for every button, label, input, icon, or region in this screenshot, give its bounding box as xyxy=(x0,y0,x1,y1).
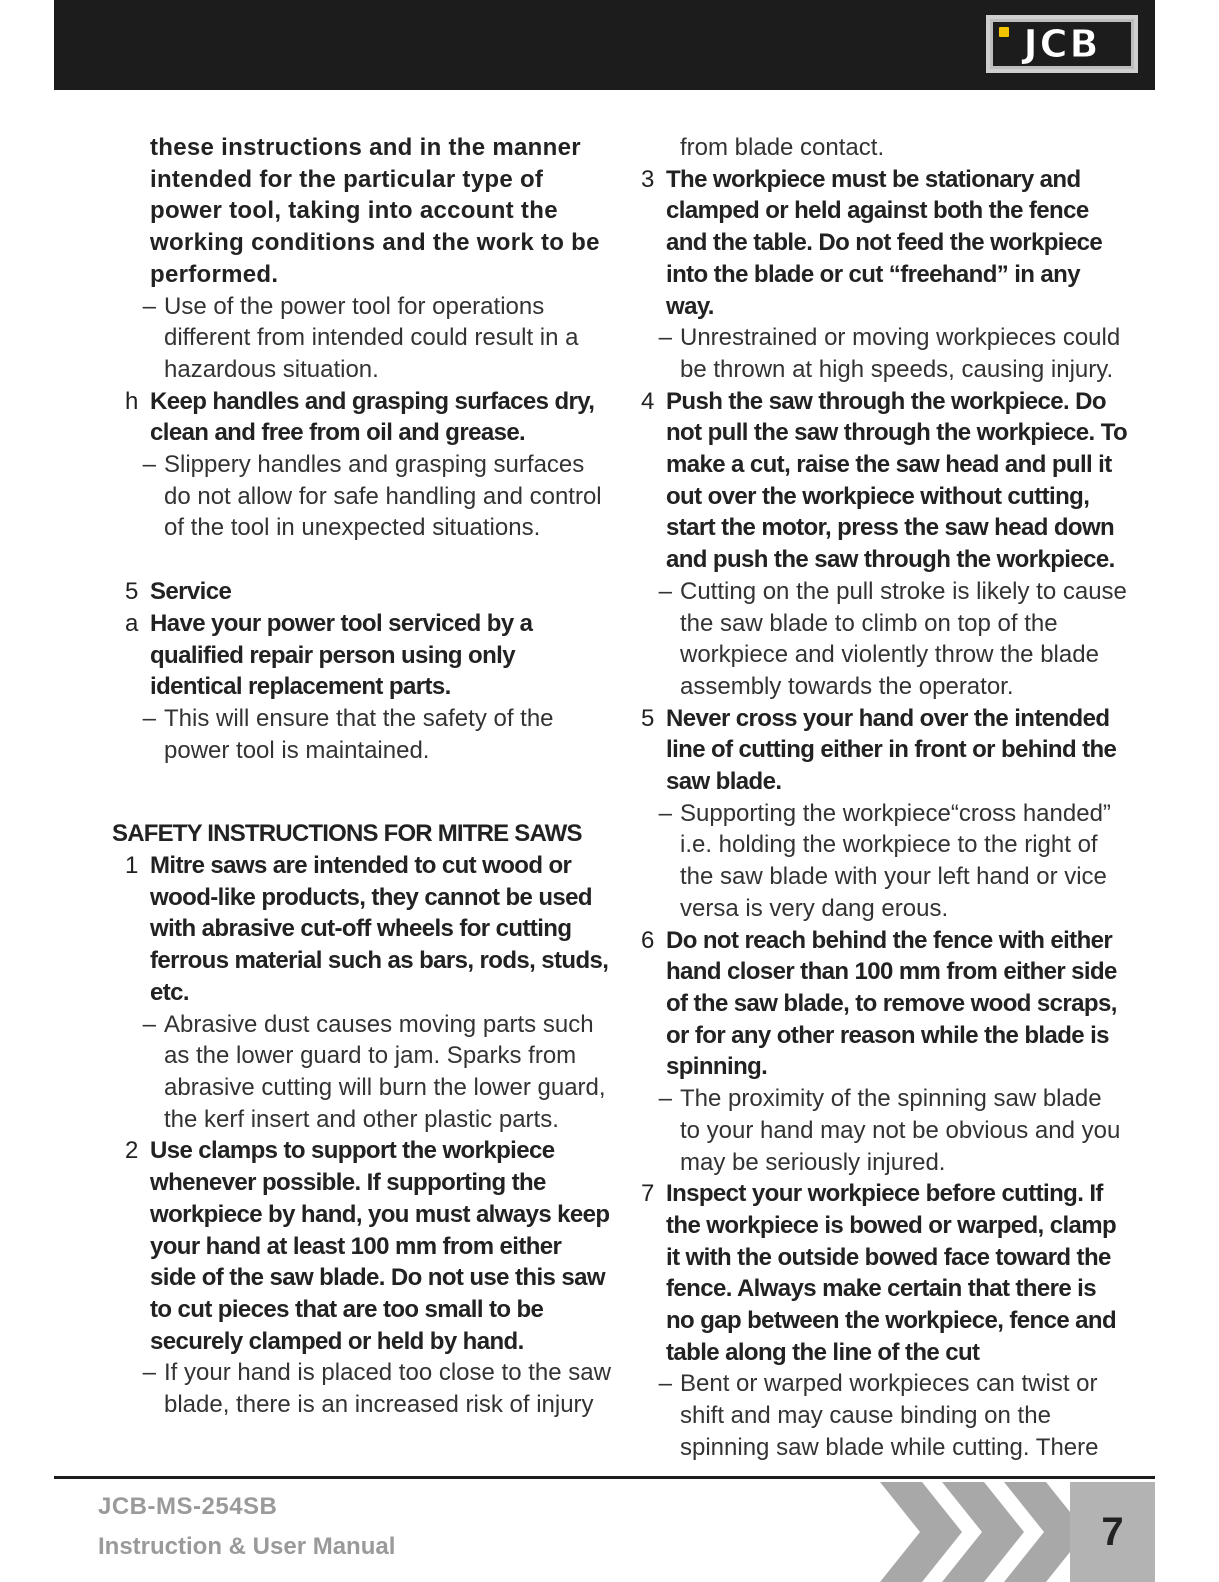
logo-emblem-icon xyxy=(999,27,1009,37)
item-note xyxy=(628,1368,1128,1463)
list-item xyxy=(112,850,612,1009)
jcb-logo xyxy=(986,15,1138,73)
item-marker: 3 xyxy=(641,165,655,193)
item-note xyxy=(112,1357,612,1420)
item-note xyxy=(112,1009,612,1136)
logo-text: JCB xyxy=(1023,22,1101,66)
mitre-saw-heading: SAFETY INSTRUCTIONS FOR MITRE SAWS xyxy=(112,820,582,848)
dash: – xyxy=(142,451,156,479)
item-note-text: Bent or warped workpieces can twist or shift and may cause binding on the spinning saw blade while cutting. There xyxy=(680,1370,1099,1461)
item-note xyxy=(112,291,612,386)
item-marker: 1 xyxy=(125,852,139,880)
item-note-text: Abrasive dust causes moving parts such as the lower guard to jam. Sparks from abrasive cutting will burn the lower guard, the kerf insert and other plastic parts. xyxy=(164,1010,606,1133)
list-item xyxy=(112,386,612,449)
item-note-text: This will ensure that the safety of the power tool is maintained. xyxy=(164,704,554,764)
dash: – xyxy=(142,704,156,732)
item-marker: 5 xyxy=(125,578,139,606)
dash: – xyxy=(142,1359,156,1387)
list-item xyxy=(628,1178,1128,1368)
list-item xyxy=(112,608,612,703)
footer-divider xyxy=(54,1476,1155,1479)
section-heading xyxy=(112,576,612,608)
item-note-text: If your hand is placed too close to the saw blade, there is an increased risk of injury xyxy=(164,1359,611,1419)
list-item xyxy=(628,164,1128,323)
item-note-text: from blade contact. xyxy=(680,134,885,161)
item-note xyxy=(112,703,612,766)
item-marker: 7 xyxy=(641,1180,655,1208)
item-bold-text: Inspect your workpiece before cutting. If the workpiece is bowed or warped, clamp it with the outside bowed face toward the fence. Always make certain that there is no gap between the workpiece, fence and table along the line of the cut xyxy=(666,1180,1117,1366)
footer-manual-title: Instruction & User Manual xyxy=(98,1533,396,1560)
item-marker: h xyxy=(125,387,139,415)
list-item xyxy=(628,925,1128,1084)
dash: – xyxy=(142,292,156,320)
item-marker: 2 xyxy=(125,1137,139,1165)
item-note-text: Slippery handles and grasping surfaces do not allow for safe handling and control of the tool in unexpected situations. xyxy=(164,451,602,542)
item-marker: 4 xyxy=(641,387,655,415)
item-note xyxy=(628,576,1128,703)
item-bold-text: The workpiece must be stationary and clamped or held against both the fence and the table. Do not feed the workpiece into the blade or cut “freehand” in any way. xyxy=(666,165,1103,320)
dash: – xyxy=(658,324,672,352)
right-column xyxy=(628,132,1128,1464)
item-bold-text: Never cross your hand over the intended line of cutting either in front or behind the saw blade. xyxy=(666,704,1117,796)
dash: – xyxy=(658,1085,672,1113)
chevron-arrows-icon xyxy=(880,1482,1070,1582)
list-item xyxy=(112,1135,612,1357)
list-item xyxy=(112,132,612,291)
item-bold-text: these instructions and in the manner intended for the particular type of power tool, taking into account the working conditions and the work to be performed. xyxy=(150,134,600,288)
item-note-text: Use of the power tool for operations different from intended could result in a hazardous situation. xyxy=(164,292,579,383)
logo-badge xyxy=(990,19,1134,69)
list-item xyxy=(628,703,1128,798)
page-number-box xyxy=(1070,1482,1155,1582)
item-note xyxy=(628,1083,1128,1178)
section-title: Service xyxy=(150,578,232,606)
item-note xyxy=(628,322,1128,385)
item-note xyxy=(628,132,1128,164)
item-note-text: Unrestrained or moving workpieces could be thrown at high speeds, causing injury. xyxy=(680,324,1121,383)
item-bold-text: Use clamps to support the workpiece whenever possible. If supporting the workpiece by hand, you must always keep your hand at least 100 mm from either side of the saw blade. Do not use this saw to cut pieces that are too small to be securely clamped or held by hand. xyxy=(150,1137,610,1355)
item-bold-text: Keep handles and grasping surfaces dry, clean and free from oil and grease. xyxy=(150,387,595,447)
item-note xyxy=(112,449,612,544)
item-bold-text: Push the saw through the workpiece. Do not pull the saw through the workpiece. To make a cut, raise the saw head and pull it out over the workpiece without cutting, start the motor, press the saw head down and push the saw through the workpiece. xyxy=(666,387,1128,574)
dash: – xyxy=(658,577,672,605)
left-column xyxy=(112,132,612,1421)
dash: – xyxy=(658,799,672,827)
item-bold-text: Mitre saws are intended to cut wood or wood-like products, they cannot be used with abrasive cut-off wheels for cutting ferrous material such as bars, rods, studs, etc. xyxy=(150,852,609,1006)
item-note-text: The proximity of the spinning saw blade to your hand may not be obvious and you may be seriously injured. xyxy=(680,1085,1121,1176)
dash: – xyxy=(658,1370,672,1398)
item-note-text: Supporting the workpiece“cross handed” i.e. holding the workpiece to the right of the saw blade with your left hand or vice versa is very dang erous. xyxy=(680,799,1111,922)
item-bold-text: Do not reach behind the fence with either hand closer than 100 mm from either side of the saw blade, to remove wood scraps, or for any other reason while the blade is spinning. xyxy=(666,926,1117,1081)
item-marker: 5 xyxy=(641,704,655,732)
item-note-text: Cutting on the pull stroke is likely to cause the saw blade to climb on top of the workpiece and violently throw the blade assembly towards the operator. xyxy=(680,577,1127,700)
item-bold-text: Have your power tool serviced by a qualified repair person using only identical replacement parts. xyxy=(150,609,533,701)
item-marker: 6 xyxy=(641,926,655,954)
dash: – xyxy=(142,1010,156,1038)
item-marker: a xyxy=(125,609,139,637)
page-number: 7 xyxy=(1101,1509,1124,1554)
item-note xyxy=(628,798,1128,925)
footer-model: JCB-MS-254SB xyxy=(98,1493,278,1520)
list-item xyxy=(628,386,1128,576)
